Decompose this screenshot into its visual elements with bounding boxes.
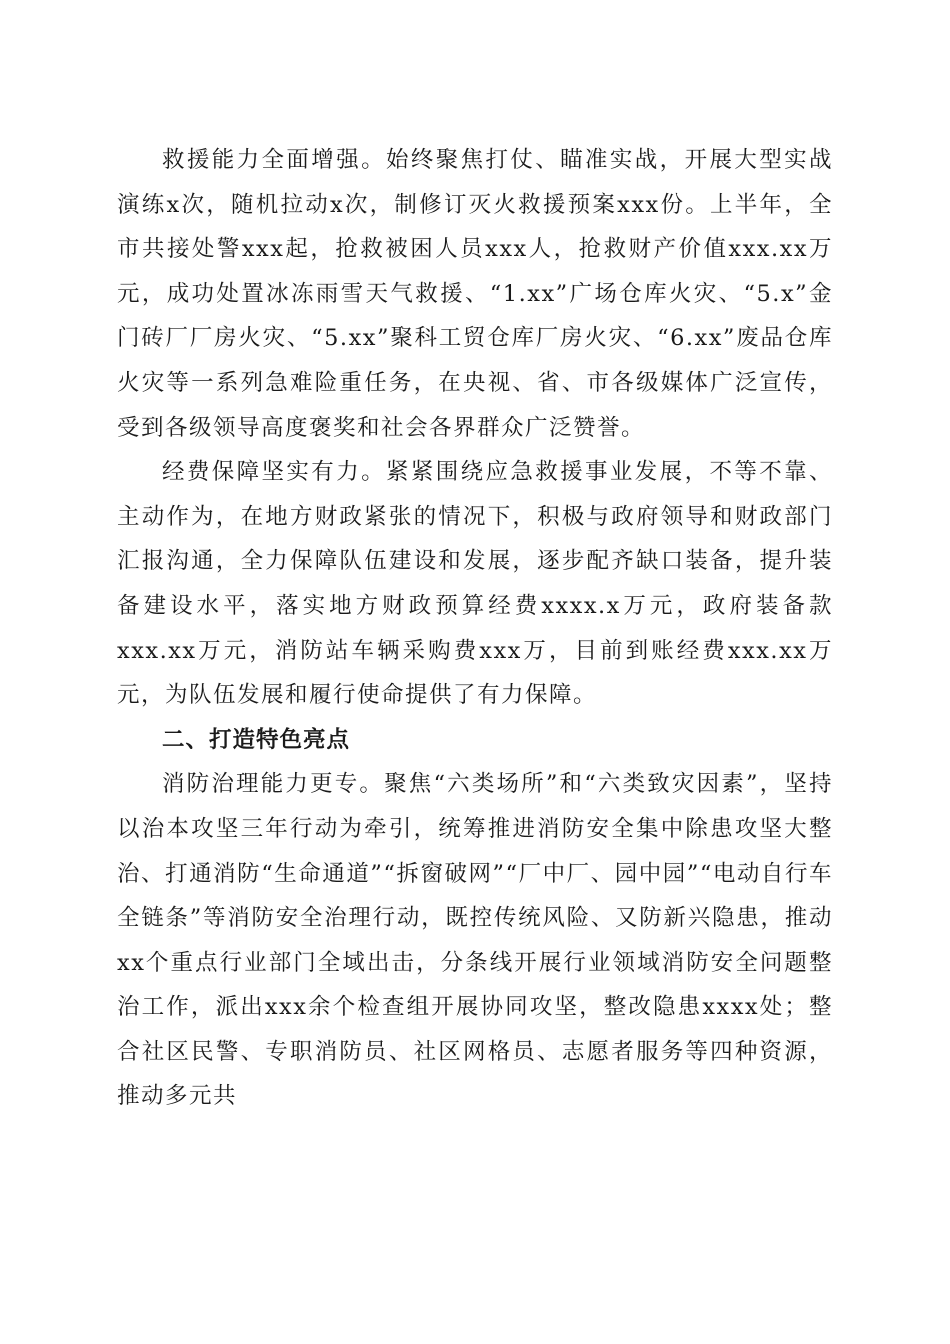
paragraph-funding-guarantee: 经费保障坚实有力。紧紧围绕应急救援事业发展，不等不靠、主动作为，在地方财政紧张的情况下，积极与政府领导和财政部门汇报沟通，全力保障队伍建设和发展，逐步配齐缺口装备，提升装备建设水平，落实地方财政预算经费xxxx.x万元，政府装备款xxx.xx万元，消防站车辆采购费xxx万，目前到账经费xxx.xx万元，为队伍发展和履行使命提供了有力保障。	[117, 459, 833, 709]
section-heading: 二、打造特色亮点	[162, 726, 351, 753]
paragraph-fire-governance: 消防治理能力更专。聚焦“六类场所”和“六类致灾因素”，坚持以治本攻坚三年行动为牵引，统筹推进消防安全集中除患攻坚大整治、打通消防“生命通道”“拆窗破网”“厂中厂、园中园”“电动自行车全链条”等消防安全治理行动，既控传统风险、又防新兴隐患，推动xx个重点行业部门全域出击，分条线开展行业领域消防安全问题整治工作，派出xxx余个检查组开展协同攻坚，整改隐患xxxx处；整合社区民警、专职消防员、社区网格员、志愿者服务等四种资源，推动多元共	[117, 771, 833, 1110]
paragraph-rescue-capability: 救援能力全面增强。始终聚焦打仗、瞄准实战，开展大型实战演练x次，随机拉动x次，制修订灭火救援预案xxx份。上半年，全市共接处警xxx起，抢救被困人员xxx人，抢救财产价值xxx.xx万元，成功处置冰冻雨雪天气救援、“1.xx”广场仓库火灾、“5.x”金门砖厂厂房火灾、“5.xx”聚科工贸仓库厂房火灾、“6.xx”废品仓库火灾等一系列急难险重任务，在央视、省、市各级媒体广泛宣传，受到各级领导高度褒奖和社会各界群众广泛赞誉。	[117, 147, 833, 441]
document-body	[117, 138, 833, 1119]
